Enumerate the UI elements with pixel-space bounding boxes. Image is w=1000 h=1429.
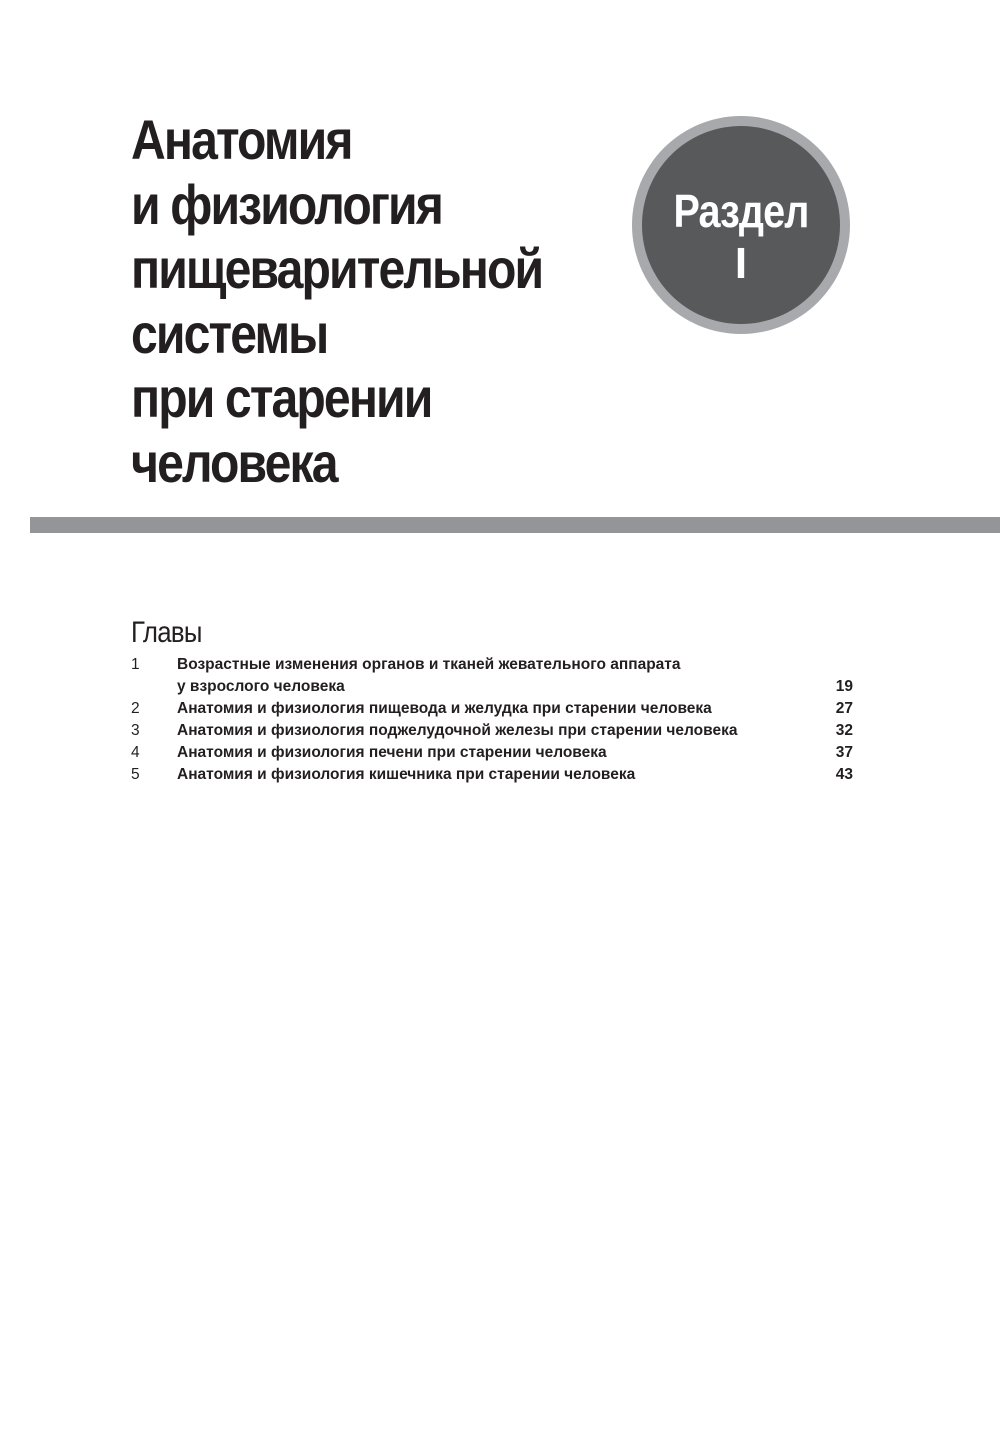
chapter-title <box>177 654 813 698</box>
section-title-line: и физиология <box>131 172 442 236</box>
chapter-title <box>177 720 813 742</box>
chapter-page: 43 <box>835 766 853 783</box>
chapter-page: 27 <box>835 700 853 717</box>
chapter-number: 2 <box>131 700 140 717</box>
chapter-row[interactable] <box>131 764 853 786</box>
chapters-list <box>131 654 853 786</box>
chapter-title-line: Анатомия и физиология кишечника при старении человека <box>177 766 636 783</box>
section-title <box>131 108 578 495</box>
chapter-number: 3 <box>131 722 140 739</box>
chapter-title-line: Возрастные изменения органов и тканей жевательного аппарата <box>177 656 681 673</box>
section-badge-circle <box>642 126 840 324</box>
section-divider <box>30 517 1000 533</box>
section-badge-number: I <box>734 239 748 288</box>
section-title-line: при старении <box>131 366 432 429</box>
chapter-title-line: Анатомия и физиология пищевода и желудка при старении человека <box>177 700 712 717</box>
chapter-row[interactable] <box>131 720 853 742</box>
chapter-title <box>177 742 813 764</box>
section-title-line: Анатомия <box>131 108 352 171</box>
section-title-line: системы <box>131 301 328 365</box>
chapter-title-line: Анатомия и физиология поджелудочной железы при старении человека <box>177 722 738 739</box>
chapter-page: 19 <box>835 678 853 695</box>
chapters-heading: Главы <box>131 616 202 649</box>
chapter-page: 32 <box>835 722 853 739</box>
chapter-row[interactable] <box>131 742 853 764</box>
chapter-number: 5 <box>131 766 140 783</box>
section-title-line: человека <box>131 430 337 494</box>
chapter-page: 37 <box>835 744 853 761</box>
chapter-title <box>177 698 813 720</box>
section-badge-label: Раздел <box>673 185 809 237</box>
chapter-title <box>177 764 813 786</box>
chapter-number: 1 <box>131 656 140 673</box>
chapter-title-line: Анатомия и физиология печени при старении человека <box>177 744 607 761</box>
chapter-title-line: у взрослого человека <box>177 678 345 695</box>
section-title-line: пищеварительной <box>131 237 543 300</box>
chapter-row[interactable] <box>131 654 853 698</box>
chapter-row[interactable] <box>131 698 853 720</box>
chapter-number: 4 <box>131 744 140 761</box>
section-badge <box>632 116 850 334</box>
